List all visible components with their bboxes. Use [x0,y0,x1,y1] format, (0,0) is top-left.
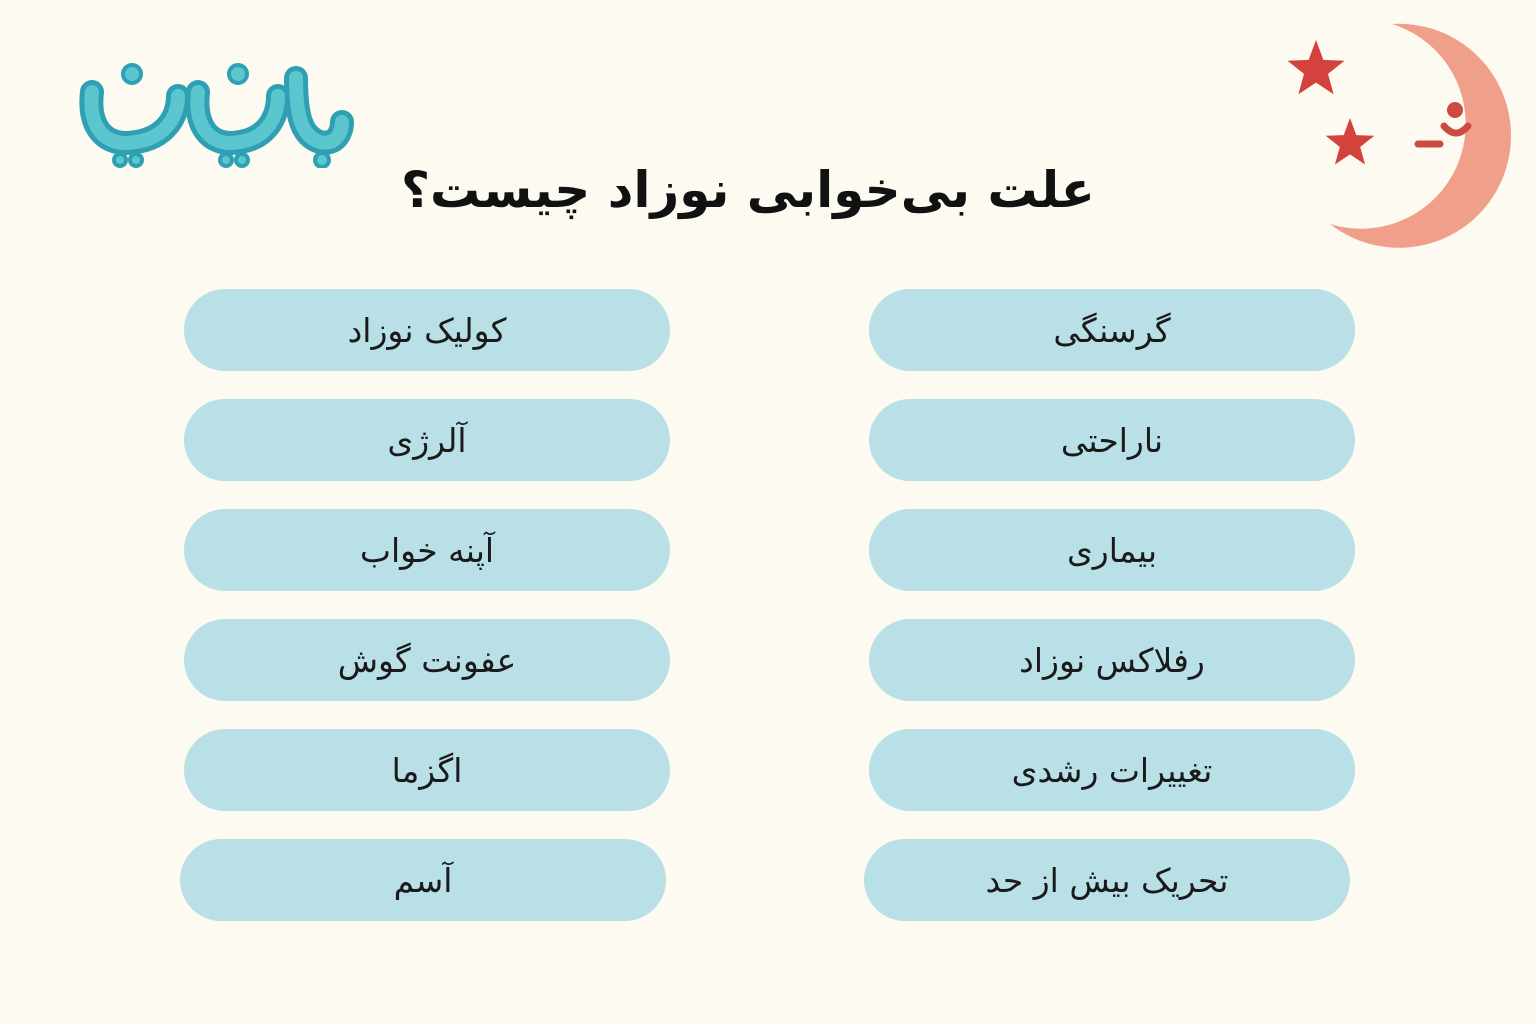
cause-item [184,289,670,371]
cause-item [869,509,1355,591]
star-icon [1326,118,1375,165]
cause-label: کولیک نوزاد [347,310,507,350]
cause-item [869,729,1355,811]
cause-item [184,729,670,811]
star-icon [1288,40,1345,94]
cause-label: گرسنگی [1053,310,1171,350]
cause-item [184,619,670,701]
cause-item [184,399,670,481]
cause-label: تحریک بیش از حد [985,860,1229,900]
cause-item [869,619,1355,701]
cause-label: آسم [393,860,453,900]
cause-item [184,509,670,591]
cause-label: آپنه خواب [359,530,495,570]
moon-cheek-icon [1447,102,1463,118]
cause-label: اگزما [391,750,463,790]
cause-item [869,399,1355,481]
cause-label: تغییرات رشدی [1011,750,1213,790]
crescent-moon-icon [1270,14,1520,254]
cause-label: بیماری [1066,530,1158,570]
page-title: علت بی‌خوابی نوزاد چیست؟ [401,161,1095,219]
cause-label: رفلاکس نوزاد [1019,640,1205,680]
cause-label: عفونت گوش [337,640,517,680]
cause-item [869,289,1355,371]
cause-item [864,839,1350,921]
cause-label: ناراحتی [1060,420,1164,460]
moon-smile-icon [1444,126,1468,133]
cause-label: آلرژی [387,420,467,460]
cause-item [180,839,666,921]
